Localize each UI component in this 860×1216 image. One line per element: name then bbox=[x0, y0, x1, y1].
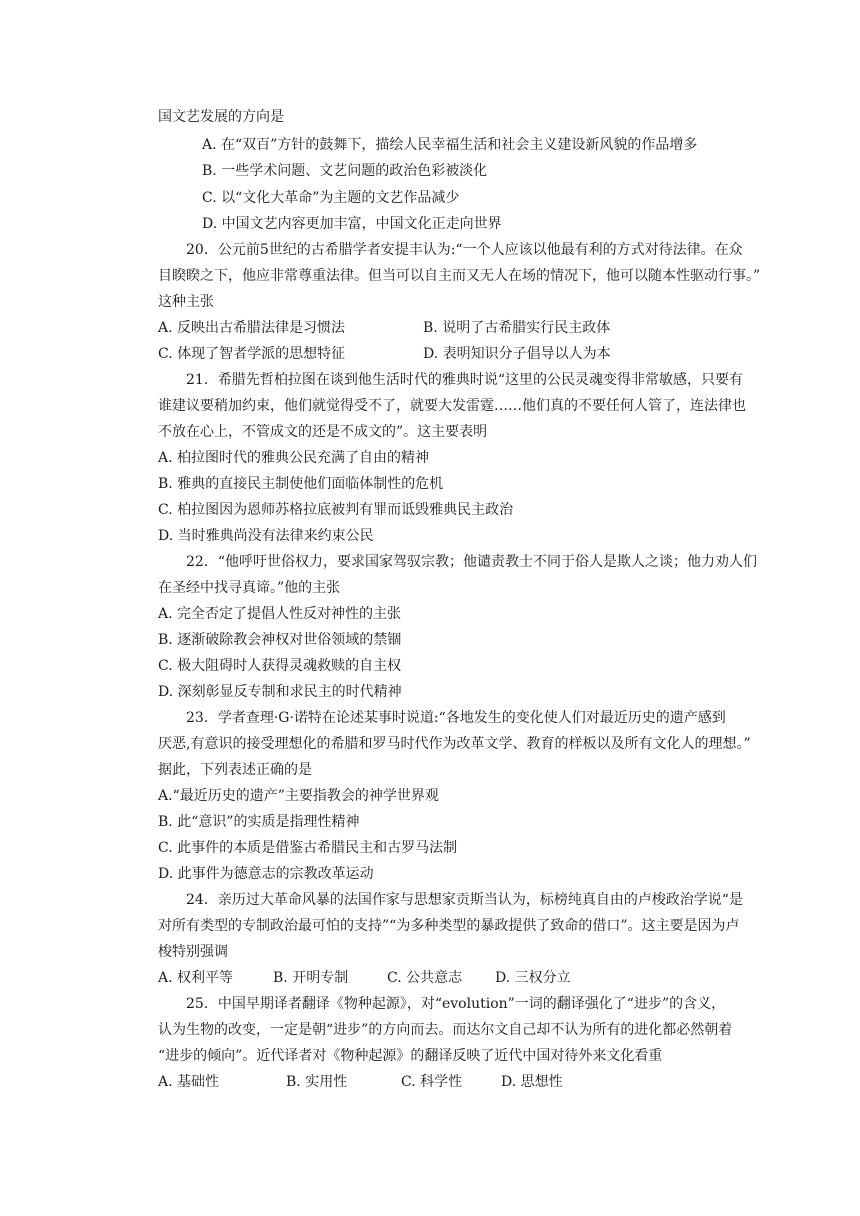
q23-option-d: D. 此事件为德意志的宗教改革运动 bbox=[158, 866, 374, 882]
q22-option-d: D. 深刻彰显反专制和求民主的时代精神 bbox=[158, 684, 402, 700]
q22-option-b: B. 逐渐破除教会神权对世俗领域的禁锢 bbox=[158, 632, 402, 648]
q19-option-c: C. 以“文化大革命”为主题的文艺作品减少 bbox=[202, 190, 460, 206]
q24-stem-line-2: 对所有类型的专制政治最可怕的支持”“为多种类型的暴政提供了致命的借口”。这主要是因为卢 bbox=[158, 918, 740, 934]
q21-stem-line-1: 21．希腊先哲柏拉图在谈到他生活时代的雅典时说“这里的公民灵魂变得非常敏感，只要有 bbox=[186, 372, 743, 388]
q19-option-a: A. 在“双百”方针的鼓舞下，描绘人民幸福生活和社会主义建设新风貌的作品增多 bbox=[202, 137, 698, 153]
q24-option-b: B. 开明专制 bbox=[273, 970, 349, 986]
q21-option-a: A. 柏拉图时代的雅典公民充满了自由的精神 bbox=[158, 450, 430, 466]
q23-option-b: B. 此“意识”的实质是指理性精神 bbox=[158, 814, 360, 830]
q20-stem-line-3: 这种主张 bbox=[158, 294, 214, 310]
q23-option-c: C. 此事件的本质是借鉴古希腊民主和古罗马法制 bbox=[158, 840, 458, 856]
q21-stem-line-3: 不放在心上，不管成文的还是不成文的”。这主要表明 bbox=[158, 424, 488, 440]
q20-stem-line-1: 20．公元前5世纪的古希腊学者安提丰认为:“一个人应该以他最有利的方式对待法律。在众 bbox=[186, 242, 743, 258]
q20-option-d: D. 表明知识分子倡导以人为本 bbox=[423, 346, 611, 362]
q20-option-c: C. 体现了智者学派的思想特征 bbox=[158, 346, 346, 362]
q25-option-a: A. 基础性 bbox=[158, 1074, 220, 1090]
q23-stem-line-1: 23．学者查理·G·诺特在论述某事时说道:“各地发生的变化使人们对最近历史的遗产感到 bbox=[186, 710, 726, 726]
q21-stem-line-2: 谁建议要稍加约束，他们就觉得受不了，就要大发雷霆……他们真的不要任何人管了，连法律也 bbox=[158, 398, 746, 414]
q24-stem-line-3: 梭特别强调 bbox=[158, 944, 228, 960]
q22-option-c: C. 极大阻碍时人获得灵魂救赎的自主权 bbox=[158, 658, 402, 674]
q24-option-c: C. 公共意志 bbox=[387, 970, 463, 986]
q19-option-d: D. 中国文艺内容更加丰富，中国文化正走向世界 bbox=[202, 216, 502, 232]
q21-option-c: C. 柏拉图因为恩师苏格拉底被判有罪而诋毁雅典民主政治 bbox=[158, 502, 514, 518]
q25-stem-line-3: “进步的倾向”。近代译者对《物种起源》的翻译反映了近代中国对待外来文化看重 bbox=[158, 1048, 663, 1064]
q20-option-a: A. 反映出古希腊法律是习惯法 bbox=[158, 320, 346, 336]
q22-stem-line-2: 在圣经中找寻真谛。”他的主张 bbox=[158, 580, 341, 596]
q24-option-a: A. 权利平等 bbox=[158, 970, 234, 986]
q25-option-d: D. 思想性 bbox=[501, 1074, 563, 1090]
q23-option-a: A.“最近历史的遗产”主要指教会的神学世界观 bbox=[158, 788, 439, 804]
q25-stem-line-2: 认为生物的改变，一定是朝“进步”的方向而去。而达尔文自己却不认为所有的进化都必然朝着 bbox=[158, 1022, 733, 1038]
q20-option-b: B. 说明了古希腊实行民主政体 bbox=[423, 320, 611, 336]
q23-stem-line-2: 厌恶,有意识的接受理想化的希腊和罗马时代作为改革文学、教育的样板以及所有文化人的理想。” bbox=[158, 736, 751, 752]
q21-option-d: D. 当时雅典尚没有法律来约束公民 bbox=[158, 528, 374, 544]
q23-stem-line-3: 据此，下列表述正确的是 bbox=[158, 762, 312, 778]
q21-option-b: B. 雅典的直接民主制使他们面临体制性的危机 bbox=[158, 476, 444, 492]
q24-option-d: D. 三权分立 bbox=[495, 970, 571, 986]
q25-option-c: C. 科学性 bbox=[401, 1074, 463, 1090]
q22-stem-line-1: 22．“他呼吁世俗权力，要求国家驾驭宗教；他谴责教士不同于俗人是欺人之谈；他力劝人们 bbox=[186, 554, 757, 570]
q24-stem-line-1: 24．亲历过大革命风暴的法国作家与思想家贡斯当认为，标榜纯真自由的卢梭政治学说“是 bbox=[186, 892, 743, 908]
q22-option-a: A. 完全否定了提倡人性反对神性的主张 bbox=[158, 606, 402, 622]
q25-option-b: B. 实用性 bbox=[286, 1074, 348, 1090]
q20-stem-line-2: 目睽睽之下，他应非常尊重法律。但当可以自主而又无人在场的情况下，他可以随本性驱动行事。” bbox=[158, 268, 761, 284]
question-19-stem-tail: 国文艺发展的方向是 bbox=[158, 109, 284, 125]
q25-stem-line-1: 25．中国早期译者翻译《物种起源》，对“evolution”一词的翻译强化了“进步”的含义， bbox=[186, 996, 726, 1012]
q19-option-b: B. 一些学术问题、文艺问题的政治色彩被淡化 bbox=[202, 163, 488, 179]
